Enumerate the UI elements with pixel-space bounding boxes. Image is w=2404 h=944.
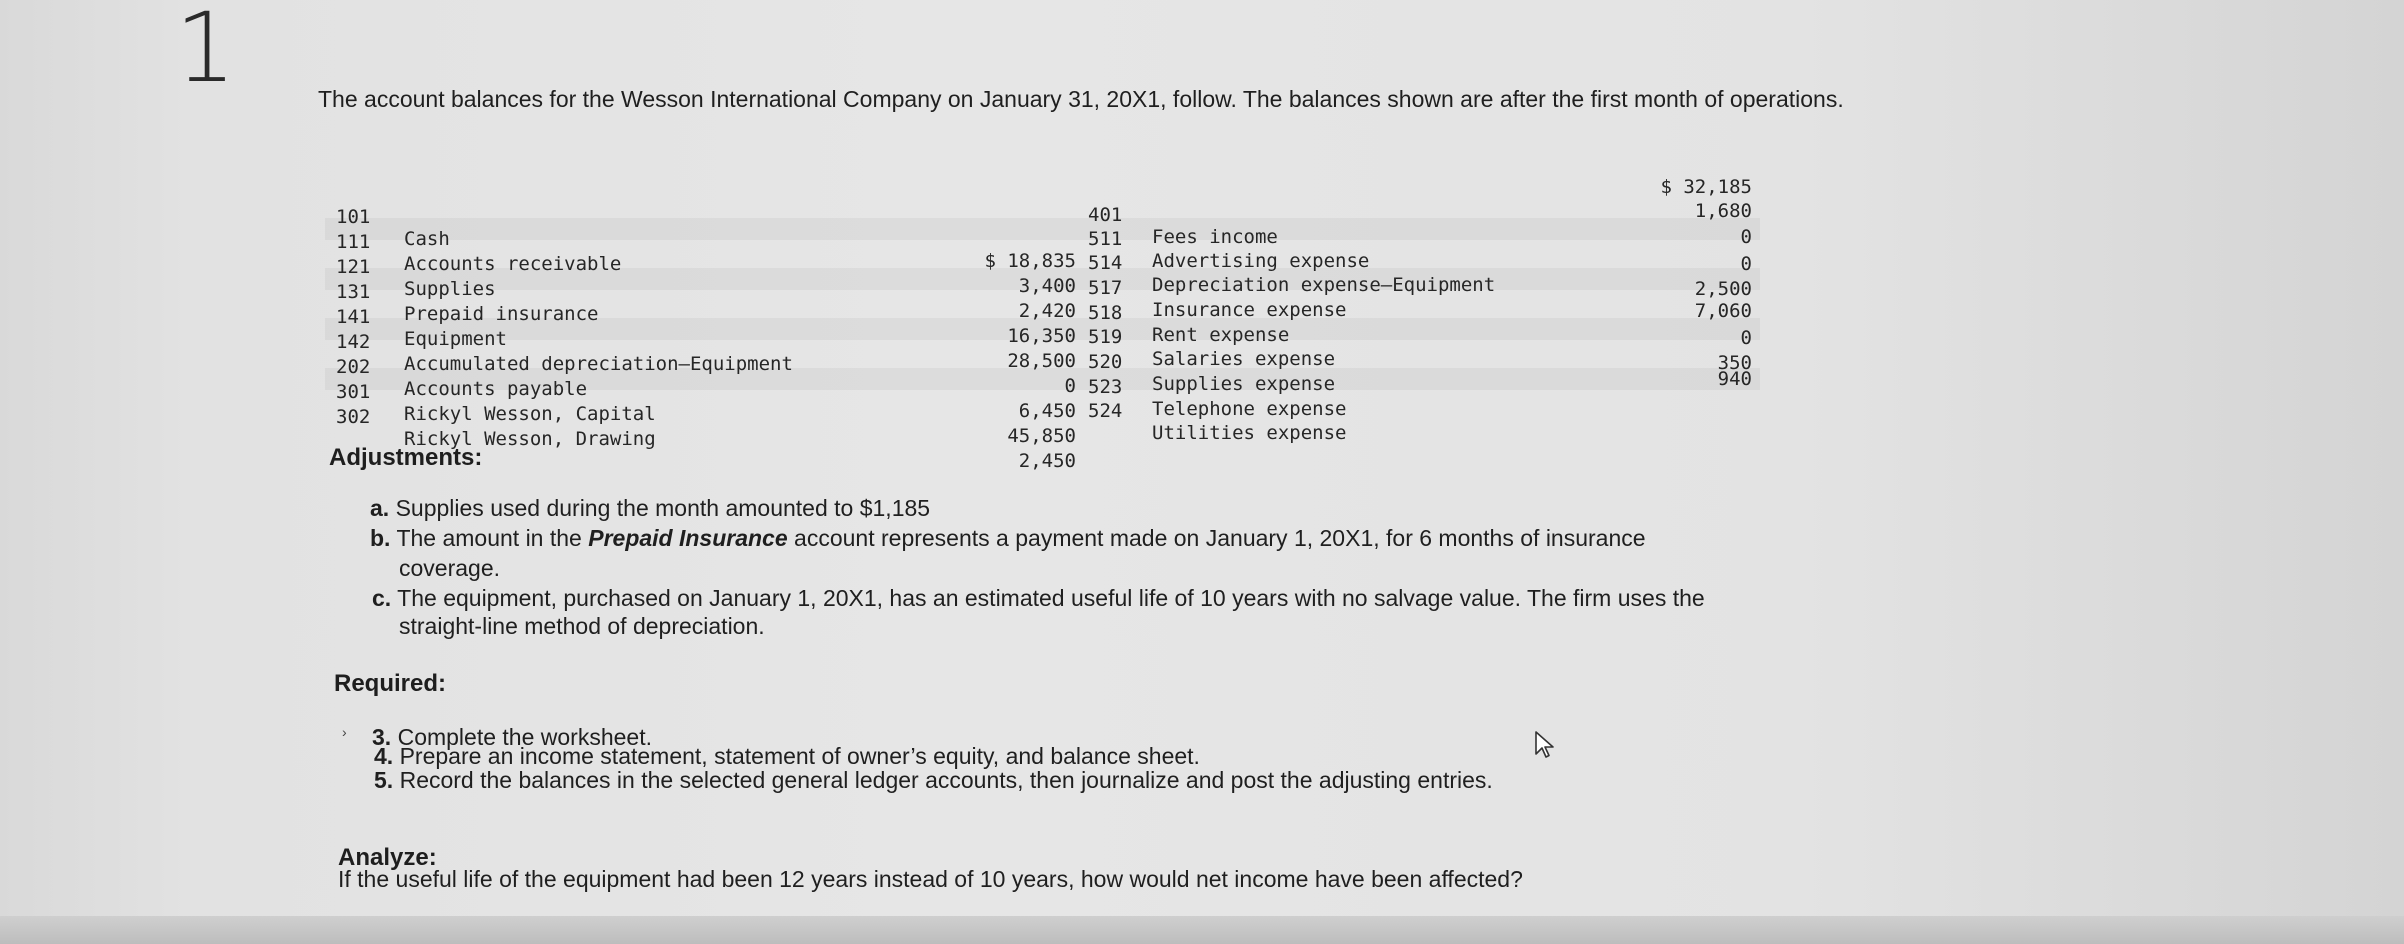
account-name: Equipment	[404, 328, 507, 350]
adjustment-b-label: b.	[370, 525, 391, 551]
account-balance: 0	[1740, 327, 1752, 349]
account-number: 511	[1088, 228, 1123, 250]
account-name: Utilities expense	[1152, 422, 1347, 444]
account-name: Accounts receivable	[404, 253, 622, 275]
adjustment-c-line1: The equipment, purchased on January 1, 20X1, has an estimated useful life of 10 years with no salvage value. The firm uses the	[397, 585, 1705, 611]
account-balance: 2,420	[1018, 300, 1076, 322]
account-balance: 16,350	[1007, 325, 1076, 347]
account-number: 111	[336, 231, 371, 253]
required-heading: Required:	[334, 670, 447, 697]
required-item-label: 3.	[372, 724, 392, 750]
adjustment-b	[370, 523, 1770, 553]
adjustments-heading: Adjustments:	[329, 444, 483, 471]
required-item-text: Complete the worksheet.	[397, 724, 652, 750]
account-balance: 0	[1740, 226, 1752, 248]
required-item-text: Record the balances in the selected general ledger accounts, then journalize and post the adjusting entries.	[399, 767, 1493, 793]
page-bottom-edge	[0, 916, 2404, 944]
account-balance: $ 32,185	[1660, 176, 1752, 198]
account-number: 523	[1088, 376, 1123, 398]
account-number: 524	[1088, 400, 1123, 422]
account-name: Supplies expense	[1152, 373, 1336, 395]
account-name: Prepaid insurance	[404, 303, 599, 325]
mouse-pointer-icon	[1534, 730, 1556, 760]
account-number: 518	[1088, 302, 1123, 324]
required-item-label: 4.	[374, 743, 394, 769]
adjustment-b-continuation: coverage.	[399, 555, 501, 581]
adjustment-b-emphasis: Prepaid Insurance	[588, 525, 788, 551]
account-name: Rickyl Wesson, Drawing	[404, 428, 656, 450]
account-name: Fees income	[1152, 226, 1278, 248]
account-number: 517	[1088, 277, 1123, 299]
account-number: 520	[1088, 351, 1123, 373]
account-balance: 350	[1717, 352, 1752, 374]
account-name: Rickyl Wesson, Capital	[404, 403, 656, 425]
account-name: Accumulated depreciation–Equipment	[404, 353, 793, 375]
account-number: 202	[336, 356, 371, 378]
account-balance: 0	[1740, 253, 1752, 275]
account-balance: 2,500	[1694, 278, 1752, 300]
account-number: 514	[1088, 252, 1123, 274]
account-balance: $ 18,835	[984, 250, 1076, 272]
account-name: Accounts payable	[404, 378, 588, 400]
account-number: 141	[336, 306, 371, 328]
account-number: 519	[1088, 326, 1123, 348]
account-balance: 1,680	[1694, 200, 1752, 222]
account-balance: 45,850	[1007, 425, 1076, 447]
account-name: Salaries expense	[1152, 348, 1336, 370]
account-number: 121	[336, 256, 371, 278]
intro-paragraph: The account balances for the Wesson International Company on January 31, 20X1, follow. The balances shown are after the first month of operations.	[318, 86, 1844, 112]
account-number: 401	[1088, 204, 1123, 226]
account-name: Cash	[404, 228, 450, 250]
account-number: 302	[336, 406, 371, 428]
analyze-heading: Analyze:	[338, 844, 437, 871]
right-account-table	[1088, 176, 1752, 444]
account-balance: 2,450	[1018, 450, 1076, 472]
adjustment-c-line2: straight-line method of depreciation.	[399, 613, 765, 639]
account-balance: 7,060	[1694, 300, 1752, 322]
account-balance: 940	[1717, 368, 1752, 390]
analyze-question: If the useful life of the equipment had been 12 years instead of 10 years, how would net income have been affected?	[338, 866, 1523, 892]
account-balance: 3,400	[1018, 275, 1076, 297]
required-item-text: Prepare an income statement, statement of owner’s equity, and balance sheet.	[399, 743, 1200, 769]
bullet-mark: ›	[342, 724, 347, 740]
account-balance: 6,450	[1018, 400, 1076, 422]
account-name: Telephone expense	[1152, 398, 1347, 420]
account-number: 101	[336, 206, 371, 228]
adjustment-a-text: Supplies used during the month amounted to $1,185	[395, 495, 931, 521]
adjustment-c	[372, 583, 1832, 613]
account-name: Rent expense	[1152, 324, 1290, 346]
page-number: 1	[175, 0, 235, 104]
required-item-label: 5.	[374, 767, 394, 793]
account-name: Depreciation expense–Equipment	[1152, 274, 1496, 296]
account-balance: 28,500	[1007, 350, 1076, 372]
account-balance: 0	[1064, 375, 1076, 397]
account-name: Supplies	[404, 278, 496, 300]
adjustment-a	[370, 493, 930, 523]
account-name: Advertising expense	[1152, 250, 1370, 272]
account-number: 131	[336, 281, 371, 303]
required-item	[374, 765, 1493, 795]
account-number: 142	[336, 331, 371, 353]
adjustment-b-pre: The amount in the	[396, 525, 582, 551]
adjustment-a-label: a.	[370, 495, 390, 521]
account-name: Insurance expense	[1152, 299, 1347, 321]
account-number: 301	[336, 381, 371, 403]
adjustment-b-post: account represents a payment made on January 1, 20X1, for 6 months of insurance	[794, 525, 1646, 551]
adjustment-c-label: c.	[372, 585, 392, 611]
